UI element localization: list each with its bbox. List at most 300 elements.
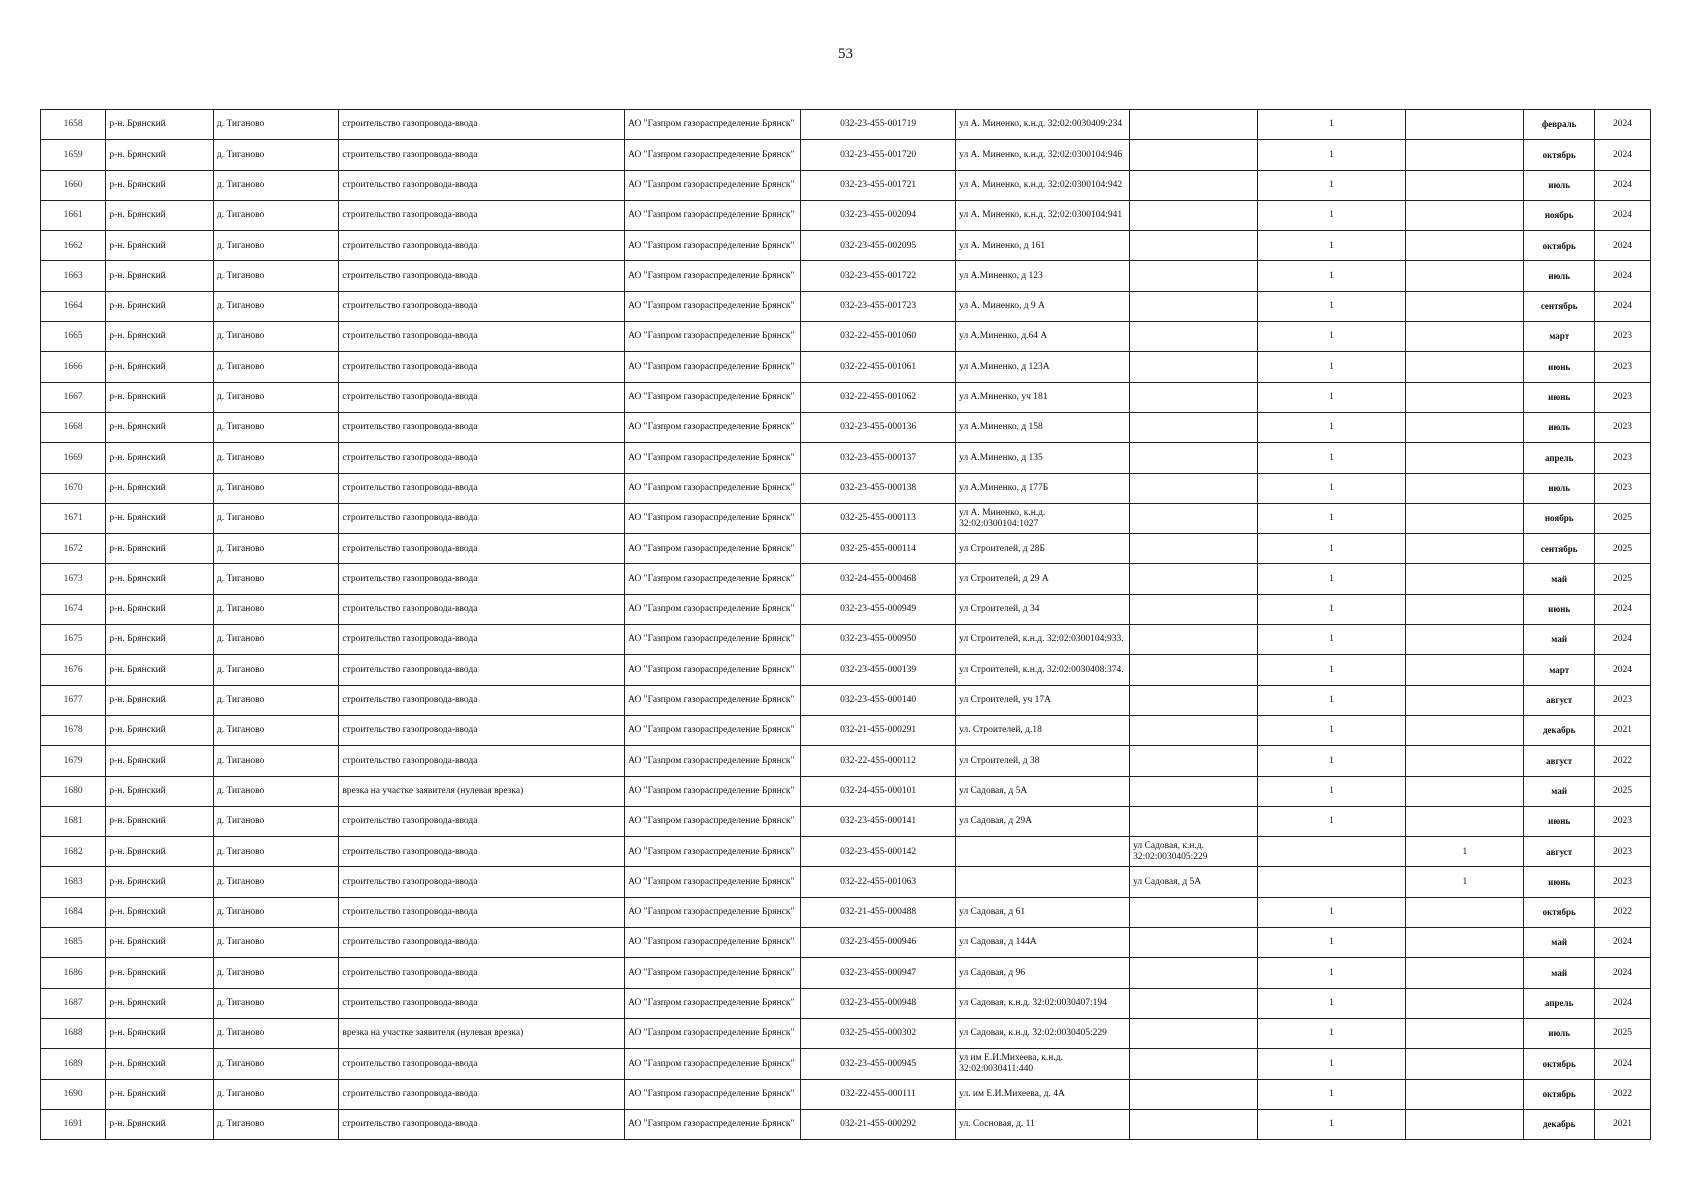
- application-number-cell: 032-24-455-000101: [801, 776, 956, 806]
- work-type-cell: строительство газопровода-ввода: [339, 1049, 625, 1079]
- work-type-cell: строительство газопровода-ввода: [339, 867, 625, 897]
- table-row: [41, 988, 1651, 1018]
- address-cell: ул Садовая, к.н.д. 32:02:0030405:229: [956, 1018, 1130, 1048]
- quantity-cell: 1: [1257, 1109, 1406, 1139]
- table-row: [41, 685, 1651, 715]
- month-cell: май: [1524, 958, 1595, 988]
- year-cell: 2025: [1595, 564, 1651, 594]
- district-cell: р-н. Брянский: [106, 473, 214, 503]
- village-cell: д. Тиганово: [213, 958, 338, 988]
- quantity-alt-cell: [1406, 625, 1524, 655]
- address-alt-cell: [1130, 291, 1258, 321]
- district-cell: р-н. Брянский: [106, 322, 214, 352]
- row-number: 1669: [41, 443, 106, 473]
- district-cell: р-н. Брянский: [106, 503, 214, 533]
- row-number: 1660: [41, 170, 106, 200]
- village-cell: д. Тиганово: [213, 897, 338, 927]
- year-cell: 2022: [1595, 746, 1651, 776]
- table-row: [41, 382, 1651, 412]
- address-cell: ул Строителей, д 38: [956, 746, 1130, 776]
- work-type-cell: строительство газопровода-ввода: [339, 746, 625, 776]
- year-cell: 2025: [1595, 503, 1651, 533]
- month-cell: февраль: [1524, 110, 1595, 140]
- organization-cell: АО "Газпром газораспределение Брянск": [625, 261, 801, 291]
- month-cell: апрель: [1524, 988, 1595, 1018]
- address-cell: ул А.Миненко, д 177Б: [956, 473, 1130, 503]
- table-row: [41, 322, 1651, 352]
- quantity-alt-cell: [1406, 928, 1524, 958]
- quantity-alt-cell: [1406, 958, 1524, 988]
- row-number: 1677: [41, 685, 106, 715]
- year-cell: 2024: [1595, 988, 1651, 1018]
- quantity-alt-cell: [1406, 352, 1524, 382]
- quantity-cell: 1: [1257, 897, 1406, 927]
- row-number: 1688: [41, 1018, 106, 1048]
- quantity-alt-cell: [1406, 534, 1524, 564]
- row-number: 1666: [41, 352, 106, 382]
- village-cell: д. Тиганово: [213, 291, 338, 321]
- register-table: [40, 109, 1651, 1140]
- table-body: [41, 110, 1651, 1140]
- address-alt-cell: [1130, 1049, 1258, 1079]
- address-cell: ул А.Миненко, д 158: [956, 412, 1130, 442]
- year-cell: 2024: [1595, 261, 1651, 291]
- address-alt-cell: [1130, 564, 1258, 594]
- address-cell: ул. им Е.И.Михеева, д. 4А: [956, 1079, 1130, 1109]
- year-cell: 2023: [1595, 837, 1651, 867]
- organization-cell: АО "Газпром газораспределение Брянск": [625, 231, 801, 261]
- application-number-cell: 032-23-455-001721: [801, 170, 956, 200]
- table-row: [41, 170, 1651, 200]
- month-cell: октябрь: [1524, 231, 1595, 261]
- year-cell: 2023: [1595, 867, 1651, 897]
- month-cell: июль: [1524, 170, 1595, 200]
- village-cell: д. Тиганово: [213, 412, 338, 442]
- work-type-cell: строительство газопровода-ввода: [339, 170, 625, 200]
- quantity-alt-cell: [1406, 200, 1524, 230]
- quantity-alt-cell: [1406, 140, 1524, 170]
- address-alt-cell: [1130, 352, 1258, 382]
- month-cell: сентябрь: [1524, 291, 1595, 321]
- quantity-cell: 1: [1257, 352, 1406, 382]
- work-type-cell: строительство газопровода-ввода: [339, 412, 625, 442]
- row-number: 1679: [41, 746, 106, 776]
- year-cell: 2021: [1595, 1109, 1651, 1139]
- row-number: 1670: [41, 473, 106, 503]
- application-number-cell: 032-23-455-000948: [801, 988, 956, 1018]
- row-number: 1687: [41, 988, 106, 1018]
- village-cell: д. Тиганово: [213, 988, 338, 1018]
- quantity-alt-cell: [1406, 412, 1524, 442]
- address-alt-cell: [1130, 685, 1258, 715]
- row-number: 1673: [41, 564, 106, 594]
- row-number: 1659: [41, 140, 106, 170]
- organization-cell: АО "Газпром газораспределение Брянск": [625, 1018, 801, 1048]
- address-cell: ул Садовая, д 61: [956, 897, 1130, 927]
- table-row: [41, 564, 1651, 594]
- work-type-cell: строительство газопровода-ввода: [339, 503, 625, 533]
- work-type-cell: строительство газопровода-ввода: [339, 200, 625, 230]
- table-row: [41, 958, 1651, 988]
- year-cell: 2024: [1595, 110, 1651, 140]
- district-cell: р-н. Брянский: [106, 534, 214, 564]
- organization-cell: АО "Газпром газораспределение Брянск": [625, 473, 801, 503]
- quantity-alt-cell: [1406, 1109, 1524, 1139]
- row-number: 1689: [41, 1049, 106, 1079]
- year-cell: 2024: [1595, 625, 1651, 655]
- organization-cell: АО "Газпром газораспределение Брянск": [625, 988, 801, 1018]
- address-cell: ул А.Миненко, д 135: [956, 443, 1130, 473]
- table-row: [41, 412, 1651, 442]
- month-cell: апрель: [1524, 443, 1595, 473]
- row-number: 1658: [41, 110, 106, 140]
- month-cell: июль: [1524, 261, 1595, 291]
- organization-cell: АО "Газпром газораспределение Брянск": [625, 140, 801, 170]
- table-row: [41, 473, 1651, 503]
- address-alt-cell: [1130, 806, 1258, 836]
- year-cell: 2024: [1595, 1049, 1651, 1079]
- work-type-cell: строительство газопровода-ввода: [339, 928, 625, 958]
- address-alt-cell: [1130, 503, 1258, 533]
- village-cell: д. Тиганово: [213, 322, 338, 352]
- month-cell: август: [1524, 685, 1595, 715]
- work-type-cell: строительство газопровода-ввода: [339, 291, 625, 321]
- address-cell: ул А.Миненко, д.64 А: [956, 322, 1130, 352]
- address-cell: ул А.Миненко, уч 181: [956, 382, 1130, 412]
- year-cell: 2023: [1595, 473, 1651, 503]
- address-cell: ул Строителей, уч 17А: [956, 685, 1130, 715]
- table-row: [41, 625, 1651, 655]
- year-cell: 2024: [1595, 655, 1651, 685]
- village-cell: д. Тиганово: [213, 231, 338, 261]
- application-number-cell: 032-23-455-001723: [801, 291, 956, 321]
- address-cell: ул Строителей, к.н.д. 32:02:0300104:933.: [956, 625, 1130, 655]
- year-cell: 2022: [1595, 1079, 1651, 1109]
- table-row: [41, 655, 1651, 685]
- work-type-cell: строительство газопровода-ввода: [339, 110, 625, 140]
- table-row: [41, 1109, 1651, 1139]
- row-number: 1686: [41, 958, 106, 988]
- quantity-cell: 1: [1257, 594, 1406, 624]
- application-number-cell: 032-22-455-001063: [801, 867, 956, 897]
- district-cell: р-н. Брянский: [106, 625, 214, 655]
- address-cell: ул Строителей, д 28Б: [956, 534, 1130, 564]
- table-row: [41, 443, 1651, 473]
- district-cell: р-н. Брянский: [106, 412, 214, 442]
- quantity-cell: 1: [1257, 534, 1406, 564]
- village-cell: д. Тиганово: [213, 473, 338, 503]
- organization-cell: АО "Газпром газораспределение Брянск": [625, 837, 801, 867]
- table-row: [41, 776, 1651, 806]
- table-row: [41, 897, 1651, 927]
- organization-cell: АО "Газпром газораспределение Брянск": [625, 412, 801, 442]
- table-row: [41, 928, 1651, 958]
- district-cell: р-н. Брянский: [106, 352, 214, 382]
- year-cell: 2025: [1595, 1018, 1651, 1048]
- month-cell: октябрь: [1524, 1049, 1595, 1079]
- village-cell: д. Тиганово: [213, 685, 338, 715]
- quantity-alt-cell: [1406, 685, 1524, 715]
- application-number-cell: 032-23-455-001720: [801, 140, 956, 170]
- application-number-cell: 032-23-455-000138: [801, 473, 956, 503]
- district-cell: р-н. Брянский: [106, 988, 214, 1018]
- address-alt-cell: [1130, 746, 1258, 776]
- quantity-alt-cell: [1406, 1079, 1524, 1109]
- work-type-cell: строительство газопровода-ввода: [339, 837, 625, 867]
- village-cell: д. Тиганово: [213, 352, 338, 382]
- work-type-cell: строительство газопровода-ввода: [339, 594, 625, 624]
- quantity-cell: 1: [1257, 322, 1406, 352]
- page-number: 53: [838, 46, 853, 62]
- month-cell: май: [1524, 625, 1595, 655]
- work-type-cell: строительство газопровода-ввода: [339, 534, 625, 564]
- address-cell: ул А.Миненко, д 123: [956, 261, 1130, 291]
- district-cell: р-н. Брянский: [106, 1049, 214, 1079]
- table-row: [41, 746, 1651, 776]
- village-cell: д. Тиганово: [213, 382, 338, 412]
- organization-cell: АО "Газпром газораспределение Брянск": [625, 594, 801, 624]
- month-cell: октябрь: [1524, 1079, 1595, 1109]
- application-number-cell: 032-23-455-000950: [801, 625, 956, 655]
- village-cell: д. Тиганово: [213, 140, 338, 170]
- address-alt-cell: [1130, 322, 1258, 352]
- quantity-cell: 1: [1257, 291, 1406, 321]
- row-number: 1680: [41, 776, 106, 806]
- row-number: 1661: [41, 200, 106, 230]
- quantity-alt-cell: [1406, 261, 1524, 291]
- address-alt-cell: [1130, 443, 1258, 473]
- table-row: [41, 806, 1651, 836]
- month-cell: ноябрь: [1524, 503, 1595, 533]
- address-alt-cell: [1130, 625, 1258, 655]
- village-cell: д. Тиганово: [213, 837, 338, 867]
- year-cell: 2023: [1595, 806, 1651, 836]
- application-number-cell: 032-23-455-000946: [801, 928, 956, 958]
- year-cell: 2023: [1595, 443, 1651, 473]
- address-cell: ул А. Миненко, к.н.д. 32:02:0300104:941: [956, 200, 1130, 230]
- table-row: [41, 837, 1651, 867]
- village-cell: д. Тиганово: [213, 594, 338, 624]
- address-cell: ул им Е.И.Михеева, к.н.д. 32:02:0030411:440: [956, 1049, 1130, 1079]
- address-alt-cell: [1130, 534, 1258, 564]
- work-type-cell: строительство газопровода-ввода: [339, 988, 625, 1018]
- month-cell: июль: [1524, 473, 1595, 503]
- organization-cell: АО "Газпром газораспределение Брянск": [625, 200, 801, 230]
- row-number: 1683: [41, 867, 106, 897]
- month-cell: ноябрь: [1524, 200, 1595, 230]
- month-cell: июнь: [1524, 806, 1595, 836]
- address-cell: ул Садовая, д 5А: [956, 776, 1130, 806]
- address-cell: ул Садовая, к.н.д. 32:02:0030407:194: [956, 988, 1130, 1018]
- work-type-cell: строительство газопровода-ввода: [339, 897, 625, 927]
- application-number-cell: 032-23-455-000141: [801, 806, 956, 836]
- work-type-cell: строительство газопровода-ввода: [339, 382, 625, 412]
- month-cell: июль: [1524, 1018, 1595, 1048]
- village-cell: д. Тиганово: [213, 1049, 338, 1079]
- month-cell: май: [1524, 564, 1595, 594]
- table-row: [41, 261, 1651, 291]
- organization-cell: АО "Газпром газораспределение Брянск": [625, 1049, 801, 1079]
- address-cell: ул Строителей, д 29 А: [956, 564, 1130, 594]
- district-cell: р-н. Брянский: [106, 261, 214, 291]
- month-cell: июнь: [1524, 352, 1595, 382]
- month-cell: октябрь: [1524, 140, 1595, 170]
- organization-cell: АО "Газпром газораспределение Брянск": [625, 1079, 801, 1109]
- row-number: 1674: [41, 594, 106, 624]
- application-number-cell: 032-23-455-000142: [801, 837, 956, 867]
- quantity-cell: 1: [1257, 928, 1406, 958]
- district-cell: р-н. Брянский: [106, 291, 214, 321]
- village-cell: д. Тиганово: [213, 564, 338, 594]
- address-alt-cell: [1130, 958, 1258, 988]
- address-cell: ул А. Миненко, к.н.д. 32:02:0300104:1027: [956, 503, 1130, 533]
- work-type-cell: строительство газопровода-ввода: [339, 625, 625, 655]
- address-cell: [956, 837, 1130, 867]
- quantity-cell: [1257, 837, 1406, 867]
- organization-cell: АО "Газпром газораспределение Брянск": [625, 443, 801, 473]
- address-alt-cell: [1130, 110, 1258, 140]
- quantity-alt-cell: [1406, 443, 1524, 473]
- month-cell: июль: [1524, 412, 1595, 442]
- month-cell: август: [1524, 746, 1595, 776]
- address-cell: ул А. Миненко, д 9 А: [956, 291, 1130, 321]
- organization-cell: АО "Газпром газораспределение Брянск": [625, 322, 801, 352]
- address-alt-cell: [1130, 261, 1258, 291]
- district-cell: р-н. Брянский: [106, 1018, 214, 1048]
- village-cell: д. Тиганово: [213, 534, 338, 564]
- quantity-alt-cell: [1406, 746, 1524, 776]
- address-alt-cell: [1130, 473, 1258, 503]
- year-cell: 2024: [1595, 958, 1651, 988]
- application-number-cell: 032-23-455-000137: [801, 443, 956, 473]
- quantity-cell: 1: [1257, 988, 1406, 1018]
- application-number-cell: 032-21-455-000488: [801, 897, 956, 927]
- organization-cell: АО "Газпром газораспределение Брянск": [625, 746, 801, 776]
- organization-cell: АО "Газпром газораспределение Брянск": [625, 534, 801, 564]
- organization-cell: АО "Газпром газораспределение Брянск": [625, 655, 801, 685]
- application-number-cell: 032-25-455-000114: [801, 534, 956, 564]
- work-type-cell: строительство газопровода-ввода: [339, 322, 625, 352]
- row-number: 1667: [41, 382, 106, 412]
- organization-cell: АО "Газпром газораспределение Брянск": [625, 291, 801, 321]
- district-cell: р-н. Брянский: [106, 655, 214, 685]
- organization-cell: АО "Газпром газораспределение Брянск": [625, 776, 801, 806]
- quantity-cell: 1: [1257, 261, 1406, 291]
- address-alt-cell: [1130, 412, 1258, 442]
- application-number-cell: 032-25-455-000113: [801, 503, 956, 533]
- application-number-cell: 032-21-455-000292: [801, 1109, 956, 1139]
- quantity-cell: 1: [1257, 746, 1406, 776]
- address-alt-cell: [1130, 170, 1258, 200]
- district-cell: р-н. Брянский: [106, 806, 214, 836]
- work-type-cell: врезка на участке заявителя (нулевая врезка): [339, 776, 625, 806]
- application-number-cell: 032-23-455-000949: [801, 594, 956, 624]
- address-alt-cell: [1130, 897, 1258, 927]
- quantity-cell: 1: [1257, 503, 1406, 533]
- organization-cell: АО "Газпром газораспределение Брянск": [625, 564, 801, 594]
- row-number: 1671: [41, 503, 106, 533]
- village-cell: д. Тиганово: [213, 200, 338, 230]
- organization-cell: АО "Газпром газораспределение Брянск": [625, 867, 801, 897]
- application-number-cell: 032-23-455-000947: [801, 958, 956, 988]
- address-cell: ул А.Миненко, д 123А: [956, 352, 1130, 382]
- work-type-cell: строительство газопровода-ввода: [339, 261, 625, 291]
- year-cell: 2023: [1595, 685, 1651, 715]
- year-cell: 2023: [1595, 412, 1651, 442]
- address-alt-cell: [1130, 594, 1258, 624]
- month-cell: декабрь: [1524, 1109, 1595, 1139]
- row-number: 1684: [41, 897, 106, 927]
- organization-cell: АО "Газпром газораспределение Брянск": [625, 1109, 801, 1139]
- quantity-cell: 1: [1257, 685, 1406, 715]
- table-row: [41, 594, 1651, 624]
- application-number-cell: 032-22-455-000111: [801, 1079, 956, 1109]
- table-row: [41, 352, 1651, 382]
- row-number: 1676: [41, 655, 106, 685]
- work-type-cell: строительство газопровода-ввода: [339, 140, 625, 170]
- table-row: [41, 1049, 1651, 1079]
- organization-cell: АО "Газпром газораспределение Брянск": [625, 110, 801, 140]
- quantity-cell: 1: [1257, 564, 1406, 594]
- quantity-alt-cell: [1406, 988, 1524, 1018]
- quantity-cell: 1: [1257, 655, 1406, 685]
- year-cell: 2024: [1595, 928, 1651, 958]
- organization-cell: АО "Газпром газораспределение Брянск": [625, 806, 801, 836]
- quantity-cell: 1: [1257, 776, 1406, 806]
- quantity-cell: 1: [1257, 1049, 1406, 1079]
- address-alt-cell: [1130, 655, 1258, 685]
- quantity-cell: 1: [1257, 1079, 1406, 1109]
- work-type-cell: строительство газопровода-ввода: [339, 655, 625, 685]
- work-type-cell: строительство газопровода-ввода: [339, 231, 625, 261]
- quantity-cell: 1: [1257, 140, 1406, 170]
- district-cell: р-н. Брянский: [106, 443, 214, 473]
- quantity-cell: 1: [1257, 200, 1406, 230]
- village-cell: д. Тиганово: [213, 776, 338, 806]
- village-cell: д. Тиганово: [213, 1109, 338, 1139]
- month-cell: июнь: [1524, 594, 1595, 624]
- quantity-alt-cell: [1406, 1049, 1524, 1079]
- organization-cell: АО "Газпром газораспределение Брянск": [625, 382, 801, 412]
- quantity-cell: 1: [1257, 806, 1406, 836]
- address-alt-cell: [1130, 140, 1258, 170]
- quantity-alt-cell: 1: [1406, 837, 1524, 867]
- quantity-alt-cell: [1406, 897, 1524, 927]
- district-cell: р-н. Брянский: [106, 928, 214, 958]
- table-row: [41, 110, 1651, 140]
- table-row: [41, 291, 1651, 321]
- address-cell: ул. Строителей, д.18: [956, 715, 1130, 745]
- district-cell: р-н. Брянский: [106, 140, 214, 170]
- quantity-alt-cell: [1406, 1018, 1524, 1048]
- address-alt-cell: [1130, 715, 1258, 745]
- village-cell: д. Тиганово: [213, 1079, 338, 1109]
- district-cell: р-н. Брянский: [106, 1109, 214, 1139]
- year-cell: 2024: [1595, 170, 1651, 200]
- village-cell: д. Тиганово: [213, 867, 338, 897]
- year-cell: 2024: [1595, 291, 1651, 321]
- table-row: [41, 140, 1651, 170]
- application-number-cell: 032-21-455-000291: [801, 715, 956, 745]
- address-cell: ул А. Миненко, к.н.д. 32:02:0300104:942: [956, 170, 1130, 200]
- row-number: 1682: [41, 837, 106, 867]
- address-alt-cell: [1130, 382, 1258, 412]
- month-cell: август: [1524, 837, 1595, 867]
- month-cell: март: [1524, 655, 1595, 685]
- table-row: [41, 1018, 1651, 1048]
- address-cell: ул А. Миненко, д 161: [956, 231, 1130, 261]
- quantity-alt-cell: [1406, 806, 1524, 836]
